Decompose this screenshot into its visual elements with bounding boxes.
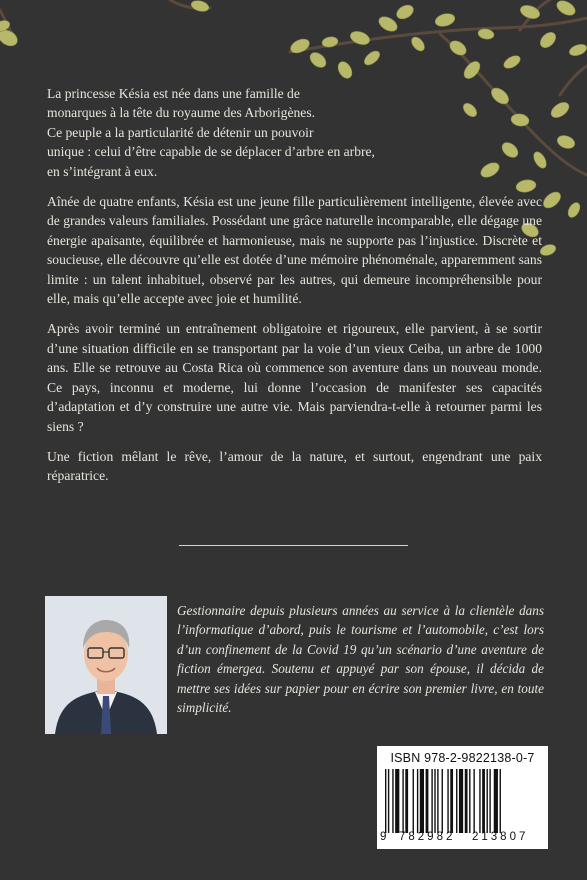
back-cover-blurb — [47, 84, 542, 497]
isbn-barcode-box — [377, 746, 548, 849]
blurb-paragraph-1: La princesse Késia est née dans une famille de monarques à la tête du royaume des Arborigènes. Ce peuple a la particularité de détenir un pouvoir unique : celui d’être capable de se déplacer d’arbre en arbre, en s’intégrant à eux. — [47, 86, 375, 179]
isbn-label: ISBN 978-2-9822138-0-7 — [390, 751, 535, 765]
blurb-paragraph-3: Après avoir terminé un entraînement obligatoire et rigoureux, elle parvient, à se sortir d’une situation difficile en se transportant par la voie d’un vieux Ceiba, un arbre de 1000 ans. Elle se retrouve au Costa Rica où commence son aventure dans un nouveau monde. Ce pays, inconnu et moderne, lui donne l’occasion de manifester ses capacités d’adaptation et d’y construire une autre vie. Mais parviendra-t-elle à retourner parmi les siens ? — [47, 321, 542, 434]
barcode-digit-first: 9 — [380, 831, 387, 843]
barcode — [385, 769, 543, 833]
blurb-paragraph-4: Une fiction mêlant le rêve, l’amour de la nature, et surtout, engendrant une paix réparatrice. — [47, 448, 542, 484]
author-bio: Gestionnaire depuis plusieurs années au service à la clientèle dans l’informatique d’abord, puis le tourisme et l’automobile, c’est lors d’un confinement de la Covid 19 qu’un scénario d’une aventure de fiction émergea. Soutenu et appuyé par son épouse, il décida de mettre ses idées sur papier pour en écrire son premier livre, en toute simplicité. — [177, 603, 544, 716]
section-divider — [179, 545, 408, 546]
author-photo — [45, 596, 167, 734]
blurb-paragraph-2: Aînée de quatre enfants, Késia est une jeune fille particulièrement intelligente, élevée avec de grandes valeurs familiales. Possédant une grâce naturelle incomparable, elle dégage une énergie apaisante, équilibrée et harmonieuse, mais ne supporte pas l’injustice. Discrète et soucieuse, elle découvre qu’elle est dotée d’une mémoire phénoménale, apparemment sans limite : un talent inhabituel, observé par les autres, qui demeure incompréhensible pour elle, mais qu’elle accepte avec joie et humilité. — [47, 194, 542, 307]
barcode-digits-left: 782982 — [399, 831, 456, 843]
barcode-digits-right: 213807 — [472, 831, 529, 843]
